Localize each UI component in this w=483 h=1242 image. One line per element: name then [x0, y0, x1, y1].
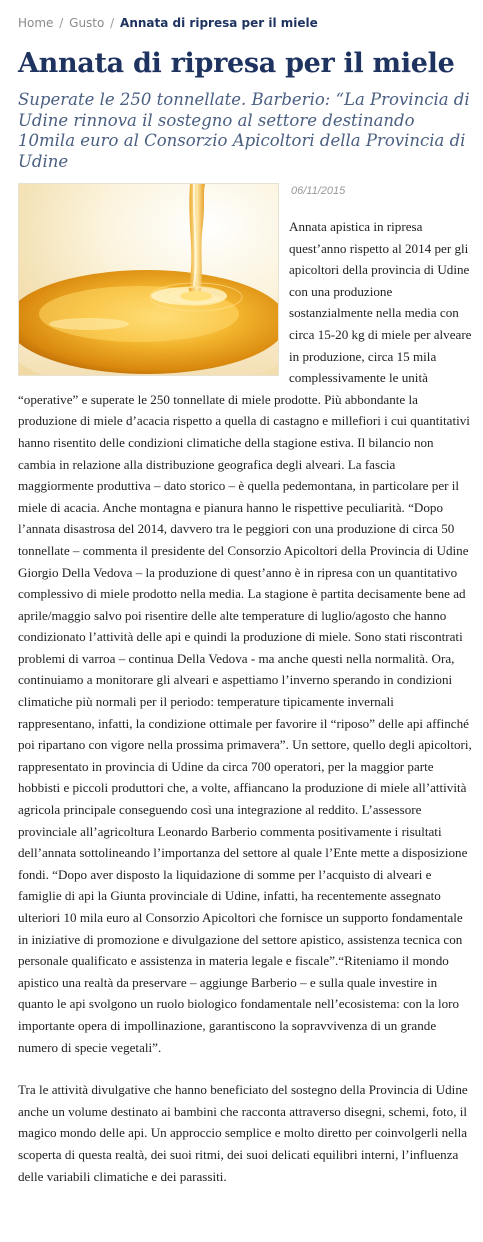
- article-body: [18, 216, 473, 1208]
- breadcrumb-current: Annata di ripresa per il miele: [120, 16, 318, 30]
- breadcrumb-home-link[interactable]: Home: [18, 16, 54, 30]
- article-subtitle: Superate le 250 tonnellate. Barberio: “La Provincia di Udine rinnova il sostegno al settore destinando 10mila euro al Consorzio Apicoltori della Provincia di Udine: [18, 90, 470, 171]
- breadcrumb: [18, 16, 318, 30]
- page-title: Annata di ripresa per il miele: [18, 48, 455, 79]
- breadcrumb-separator: /: [110, 16, 115, 30]
- article-paragraph: Tra le attività divulgative che hanno beneficiato del sostegno della Provincia di Udine anche un volume destinato ai bambini che racconta attraverso disegni, schemi, foto, il magico mondo delle api. Un approccio semplice e molto diretto per coinvolgerli nella scoperta di questa realtà, dei suoi ritmi, dei suoi delicati equilibri interni, l’influenza delle variabili climatiche e dei parassiti.: [18, 1082, 468, 1184]
- breadcrumb-gusto-link[interactable]: Gusto: [69, 16, 105, 30]
- publish-date: 06/11/2015: [291, 185, 346, 197]
- article-paragraph: Annata apistica in ripresa quest’anno rispetto al 2014 per gli apicoltori della provincia di Udine con una produzione sostanzialmente nella media con circa 15-20 kg di miele per alveare in produzione, circa 15 mila complessivamente le unità “operative” e superate le 250 tonnellate di miele prodotte. Più abbondante la produzione di miele d’acacia rispetto a quella di castagno e millefiori i cui quantitativi hanno risentito delle condizioni climatiche della stagione estiva. Il bilancio non cambia in relazione alla distribuzione geografica degli alveari. La fascia maggiormente produttiva – dato storico – è quella pedemontana, in particolare per il miele di acacia. Anche montagna e pianura hanno le rispettive peculiarità. “Dopo l’annata disastrosa del 2014, davvero tra le peggiori con una produzione di circa 50 tonnellate – commenta il presidente del Consorzio Apicoltori della Provincia di Udine Giorgio Della Vedova – la produzione di quest’anno è in ripresa con un quantitativo complessivo di miele prodotto nella media. La stagione è partita decisamente bene ad aprile/maggio salvo poi risentire delle alte temperature di luglio/agosto che hanno condizionato l’attività delle api e quindi la produzione di miele. Sono stati riscontrati problemi di varroa – continua Della Vedova - ma anche questi nella normalità. Ora, continuiamo a monitorare gli alveari e aspettiamo l’inverno sperando in condizioni climatiche più normali per il periodo: temperature tipicamente invernali rappresentano, infatti, la condizione ottimale per favorire il “riposo” delle api affinché poi ripartano con vigore nella prossima primavera”. Un settore, quello degli apicoltori, rappresentato in provincia di Udine da circa 700 operatori, per la maggior parte hobbisti e piccoli produttori che, a volte, affiancano la produzione di miele all’attività agricola principale conseguendo così una integrazione al reddito. L’assessore provinciale all’agricoltura Leonardo Barberio commenta positivamente i risultati dell’annata sottolineando l’importanza del settore al quale l’Ente mette a disposizione fondi. “Dopo aver disposto la liquidazione di somme per l’acquisto di alveari e famiglie di api la Giunta provinciale di Udine, infatti, ha recentemente assegnato ulteriori 10 mila euro al Consorzio Apicoltori che fornisce un supporto fondamentale in iniziative di promozione e divulgazione del settore apistico, assistenza tecnica con personale qualificato e assistenza in materia legale e fiscale”.“Riteniamo il mondo apistico una realtà da preservare – aggiunge Barberio – e sulla quale investire in quanto le api svolgono un ruolo biologico fondamentale nell’ecosistema: con la loro importante opera di impollinazione, garantiscono la sopravvivenza di un grande numero di specie vegetali”.: [18, 219, 472, 1055]
- breadcrumb-separator: /: [59, 16, 64, 30]
- image-spacer: [18, 216, 289, 381]
